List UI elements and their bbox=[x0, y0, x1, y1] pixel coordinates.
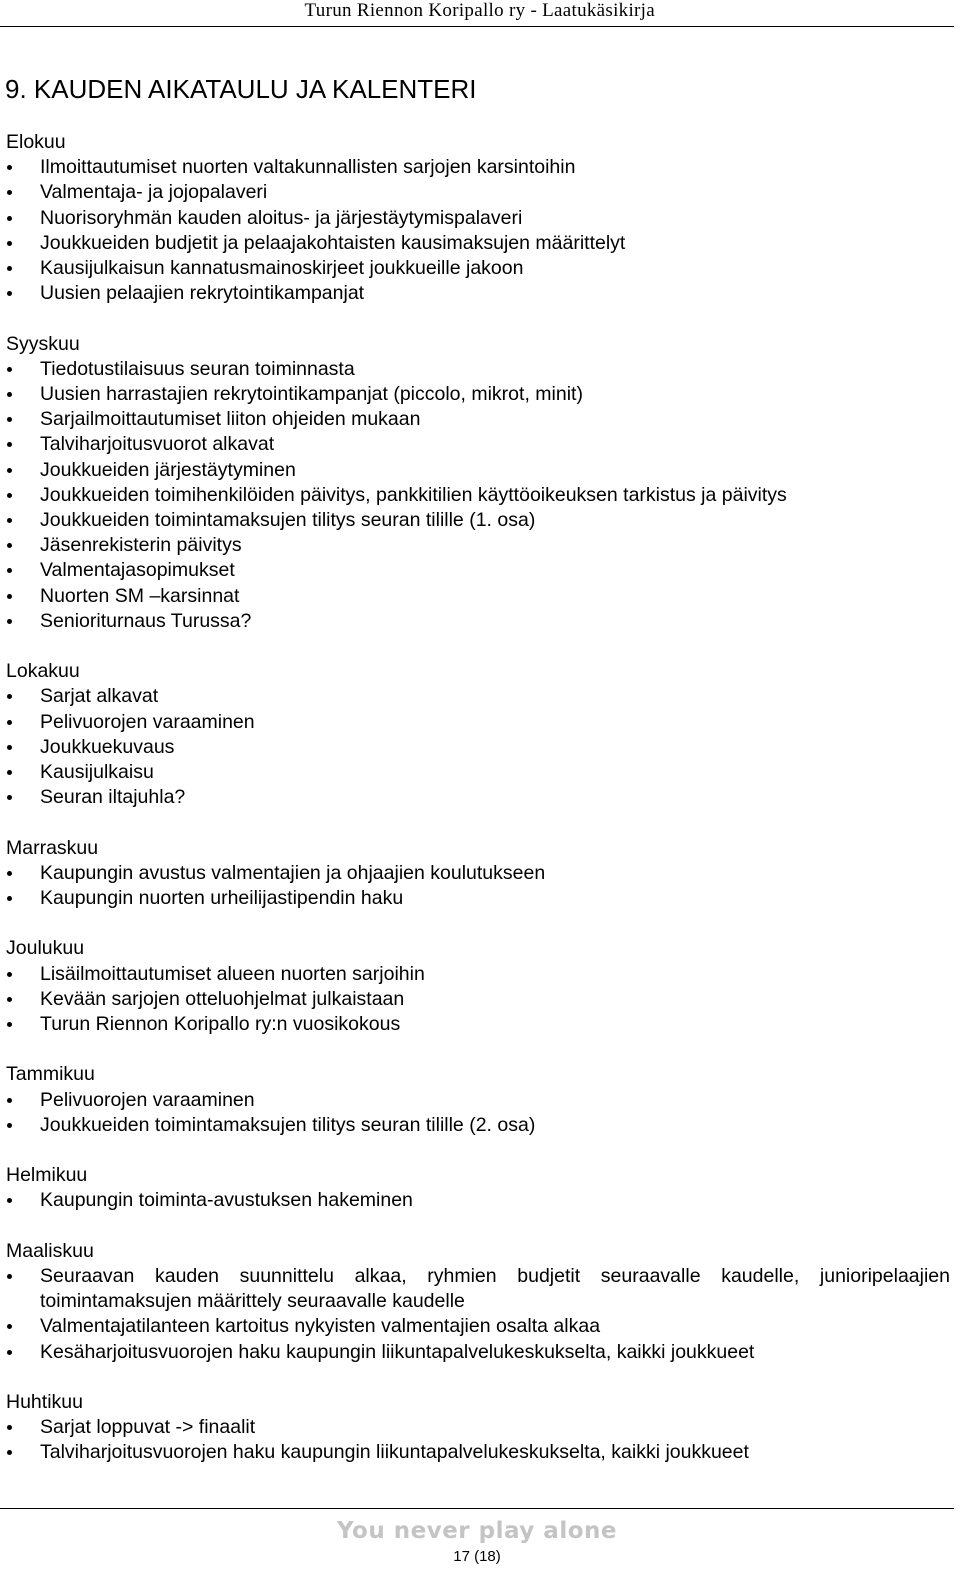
list-item: Jäsenrekisterin päivitys bbox=[6, 533, 950, 558]
calendar-content bbox=[6, 130, 950, 1491]
month-item-list bbox=[6, 684, 950, 810]
list-item: Senioriturnaus Turussa? bbox=[6, 609, 950, 634]
month-section bbox=[6, 836, 950, 912]
list-item: Talviharjoitusvuorot alkavat bbox=[6, 432, 950, 457]
month-heading: Marraskuu bbox=[6, 836, 99, 859]
running-header-title: Turun Riennon Koripallo ry - Laatukäsikirja bbox=[304, 0, 655, 21]
list-item: Kaupungin nuorten urheilijastipendin haku bbox=[6, 886, 950, 911]
month-item-list bbox=[6, 861, 950, 911]
month-item-list bbox=[6, 1264, 950, 1365]
month-heading: Maaliskuu bbox=[6, 1239, 94, 1262]
list-item: Kausijulkaisu bbox=[6, 760, 950, 785]
month-section bbox=[6, 1239, 950, 1365]
month-item-list bbox=[6, 962, 950, 1038]
list-item: Talviharjoitusvuorojen haku kaupungin liikuntapalvelukeskukselta, kaikki joukkueet bbox=[6, 1440, 950, 1465]
page-number: 17 (18) bbox=[453, 1548, 501, 1565]
list-item: Joukkuekuvaus bbox=[6, 735, 950, 760]
month-heading: Huhtikuu bbox=[6, 1391, 83, 1414]
month-heading: Syyskuu bbox=[6, 332, 80, 355]
month-section bbox=[6, 936, 950, 1037]
list-item: Uusien harrastajien rekrytointikampanjat (piccolo, mikrot, minit) bbox=[6, 382, 950, 407]
month-section bbox=[6, 332, 950, 634]
list-item: Kaupungin avustus valmentajien ja ohjaajien koulutukseen bbox=[6, 861, 950, 886]
chapter-title: 9. KAUDEN AIKATAULU JA KALENTERI bbox=[5, 74, 477, 104]
list-item: Seuran iltajuhla? bbox=[6, 785, 950, 810]
list-item: Valmentaja- ja jojopalaveri bbox=[6, 180, 950, 205]
month-item-list bbox=[6, 155, 950, 306]
month-heading: Elokuu bbox=[6, 131, 66, 153]
month-section bbox=[6, 1163, 950, 1213]
month-item-list bbox=[6, 1415, 950, 1465]
footer-tagline: You never play alone bbox=[337, 1518, 617, 1544]
month-section bbox=[6, 130, 950, 306]
header-divider bbox=[0, 26, 954, 27]
footer-divider bbox=[0, 1508, 954, 1509]
list-item: Nuorisoryhmän kauden aloitus- ja järjestäytymispalaveri bbox=[6, 206, 950, 231]
month-heading: Lokakuu bbox=[6, 660, 80, 683]
list-item: Turun Riennon Koripallo ry:n vuosikokous bbox=[6, 1012, 950, 1037]
list-item: Sarjat alkavat bbox=[6, 684, 950, 709]
list-item: Joukkueiden järjestäytyminen bbox=[6, 458, 950, 483]
list-item: Kesäharjoitusvuorojen haku kaupungin liikuntapalvelukeskukselta, kaikki joukkueet bbox=[6, 1340, 950, 1365]
month-heading: Joulukuu bbox=[6, 937, 85, 960]
list-item: Joukkueiden budjetit ja pelaajakohtaisten kausimaksujen määrittelyt bbox=[6, 231, 950, 256]
list-item: Uusien pelaajien rekrytointikampanjat bbox=[6, 281, 950, 306]
list-item: Lisäilmoittautumiset alueen nuorten sarjoihin bbox=[6, 962, 950, 987]
month-section bbox=[6, 1390, 950, 1466]
list-item: Kausijulkaisun kannatusmainoskirjeet joukkueille jakoon bbox=[6, 256, 950, 281]
month-section bbox=[6, 659, 950, 810]
list-item: Tiedotustilaisuus seuran toiminnasta bbox=[6, 357, 950, 382]
list-item: Nuorten SM –karsinnat bbox=[6, 584, 950, 609]
list-item: Joukkueiden toimihenkilöiden päivitys, pankkitilien käyttöoikeuksen tarkistus ja päivitys bbox=[6, 483, 950, 508]
list-item: Kaupungin toiminta-avustuksen hakeminen bbox=[6, 1188, 950, 1213]
list-item: Seuraavan kauden suunnittelu alkaa, ryhmien budjetit seuraavalle kaudelle, junioripelaajien toimintamaksujen määrittely seuraavalle kaudelle bbox=[6, 1264, 950, 1314]
list-item: Ilmoittautumiset nuorten valtakunnallisten sarjojen karsintoihin bbox=[6, 155, 950, 180]
list-item: Sarjailmoittautumiset liiton ohjeiden mukaan bbox=[6, 407, 950, 432]
month-item-list bbox=[6, 357, 950, 634]
list-item: Joukkueiden toimintamaksujen tilitys seuran tilille (1. osa) bbox=[6, 508, 950, 533]
list-item: Pelivuorojen varaaminen bbox=[6, 1088, 950, 1113]
list-item: Valmentajatilanteen kartoitus nykyisten valmentajien osalta alkaa bbox=[6, 1314, 950, 1339]
list-item: Valmentajasopimukset bbox=[6, 558, 950, 583]
month-item-list bbox=[6, 1188, 950, 1213]
month-item-list bbox=[6, 1088, 950, 1138]
month-section bbox=[6, 1062, 950, 1138]
month-heading: Tammikuu bbox=[6, 1063, 95, 1086]
list-item: Sarjat loppuvat -> finaalit bbox=[6, 1415, 950, 1440]
month-heading: Helmikuu bbox=[6, 1164, 88, 1187]
list-item: Kevään sarjojen otteluohjelmat julkaistaan bbox=[6, 987, 950, 1012]
list-item: Joukkueiden toimintamaksujen tilitys seuran tilille (2. osa) bbox=[6, 1113, 950, 1138]
list-item: Pelivuorojen varaaminen bbox=[6, 710, 950, 735]
